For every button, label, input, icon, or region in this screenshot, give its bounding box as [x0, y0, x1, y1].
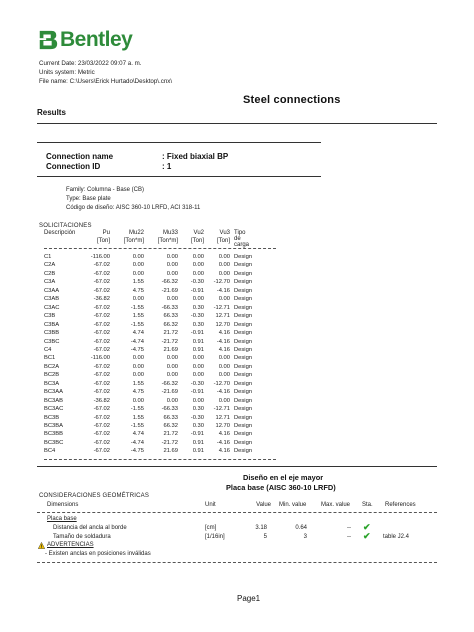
table-row [44, 305, 276, 313]
load-mu33: 0.00 [166, 355, 178, 362]
load-mu33: 0.00 [166, 363, 178, 370]
geo-header-unit: Unit [205, 502, 216, 508]
meta-file-value: C:\Users\Erick Hurtado\Desktop\.cnx\ [69, 78, 173, 85]
load-vu2: 0.00 [192, 254, 204, 260]
geo-row-max: -- [347, 525, 351, 531]
table-row [44, 364, 276, 372]
geo-header-references: References [385, 502, 416, 508]
load-pu: -67.02 [93, 414, 110, 421]
load-vu3: 4.16 [218, 431, 230, 438]
load-vu2: 0.00 [192, 296, 204, 303]
divider [37, 123, 437, 124]
load-type: Design [234, 296, 253, 303]
results-heading: Results [37, 108, 66, 117]
table-row [44, 406, 276, 414]
load-desc: BC1 [44, 355, 56, 362]
load-vu3: 0.00 [218, 254, 230, 260]
load-pu: -67.02 [93, 363, 110, 370]
load-type: Design [234, 346, 253, 353]
load-vu2: 0.00 [192, 270, 204, 277]
table-row [44, 423, 276, 431]
geo-row-min: 3 [303, 534, 307, 540]
load-desc: BC4 [44, 448, 56, 455]
connection-id-label: Connection ID [46, 162, 101, 171]
load-mu33: 0.00 [166, 397, 178, 404]
load-vu2: 0.00 [192, 262, 204, 269]
load-mu22: 0.00 [132, 254, 144, 260]
load-type: Design [234, 448, 253, 455]
divider [37, 176, 321, 177]
table-row [44, 288, 276, 296]
design-title-1: Diseño en el eje mayor [243, 473, 324, 482]
meta-file-label: File name: [39, 78, 68, 85]
load-vu2: -0.91 [190, 330, 204, 337]
load-mu33: -66.33 [161, 406, 178, 413]
divider [37, 466, 437, 467]
geo-row-dimension: Distancia del ancla al borde [53, 525, 127, 531]
geo-header-max: Max. value [321, 502, 351, 508]
header-vu3: Vu3 [219, 230, 230, 236]
load-mu33: 21.69 [163, 346, 178, 353]
load-mu22: 0.00 [132, 372, 144, 379]
load-desc: BC3BC [44, 439, 64, 446]
load-desc: C3BC [44, 338, 60, 345]
load-vu3: 0.00 [218, 363, 230, 370]
load-mu22: 1.55 [132, 380, 144, 387]
load-mu22: 4.74 [132, 431, 144, 438]
meta-units-label: Units system: [39, 69, 77, 76]
header-pu: Pu [102, 230, 110, 236]
load-vu3: -12.70 [213, 380, 230, 387]
load-vu3: 12.70 [215, 321, 230, 328]
geo-row-unit: [cm] [205, 525, 217, 531]
load-desc: BC3B [44, 414, 60, 421]
load-mu22: -4.75 [130, 448, 144, 455]
load-type: Design [234, 380, 253, 387]
load-mu22: -4.74 [130, 338, 144, 345]
table-row [44, 398, 276, 406]
load-vu2: 0.91 [192, 338, 204, 345]
load-type: Design [234, 406, 253, 413]
connection-name-label: Connection name [46, 152, 114, 161]
header-descripcion: Descripción [44, 230, 76, 236]
load-vu3: 12.71 [215, 414, 230, 421]
geo-header-min: Min. value [279, 502, 307, 508]
load-vu3: 0.00 [218, 270, 230, 277]
geo-header-value: Value [256, 502, 271, 508]
load-mu22: -1.55 [130, 423, 144, 429]
load-mu22: 0.00 [132, 397, 144, 404]
load-vu2: -0.91 [190, 389, 204, 396]
load-pu: -67.02 [93, 321, 110, 328]
load-pu: -116.00 [90, 254, 110, 260]
load-vu3: -4.16 [216, 287, 230, 294]
load-vu3: 4.16 [218, 346, 230, 353]
load-mu22: 0.00 [132, 270, 144, 277]
load-mu22: 4.75 [132, 287, 144, 294]
load-type: Design [234, 330, 253, 337]
type-text: Type: Base plate [66, 196, 111, 202]
load-vu3: 0.00 [218, 262, 230, 269]
load-pu: -67.02 [93, 423, 110, 429]
geo-row-max: -- [347, 534, 351, 540]
connection-id-value: : 1 [162, 162, 172, 171]
load-mu33: -21.69 [161, 287, 178, 294]
meta-date-label: Current Date: [39, 60, 77, 67]
header-mu33: Mu33 [162, 230, 178, 236]
table-row [44, 448, 276, 456]
load-type: Design [234, 363, 253, 370]
load-vu2: 0.91 [192, 448, 204, 455]
load-vu2: 0.30 [192, 321, 204, 328]
table-row [44, 330, 276, 338]
load-desc: C3AC [44, 304, 60, 311]
check-icon: ✔ [363, 522, 371, 532]
load-mu33: 66.33 [163, 313, 178, 320]
load-mu22: 0.00 [132, 262, 144, 269]
load-desc: BC3AC [44, 406, 64, 413]
code-text: Código de diseño: AISC 360-10 LRFD, ACI 318-11 [66, 205, 201, 211]
load-pu: -36.82 [93, 296, 110, 303]
unit-mu33: [Ton*m] [157, 238, 178, 244]
load-vu3: 0.00 [218, 372, 230, 379]
warning-text: - Existen anclas en posiciones inválidas [45, 551, 151, 557]
load-mu33: -21.72 [161, 338, 178, 345]
page-number: Page1 [237, 594, 261, 603]
table-row [44, 372, 276, 380]
load-mu33: 21.72 [163, 330, 178, 337]
load-type: Design [234, 423, 253, 429]
load-mu33: -21.72 [161, 439, 178, 446]
load-pu: -67.02 [93, 338, 110, 345]
load-mu33: -66.33 [161, 304, 178, 311]
load-type: Design [234, 262, 253, 269]
load-mu33: -66.32 [161, 380, 178, 387]
load-desc: C3AA [44, 287, 60, 294]
load-type: Design [234, 287, 253, 294]
load-type: Design [234, 355, 253, 362]
geo-row-min: 0.64 [295, 525, 307, 531]
table-row [44, 279, 276, 287]
geo-row-unit: [1/16in] [205, 534, 225, 540]
geo-row [37, 522, 437, 534]
geo-row-value: 3.18 [255, 525, 267, 531]
load-mu33: 0.00 [166, 372, 178, 379]
load-mu22: 0.00 [132, 363, 144, 370]
connection-name-value: : Fixed biaxial BP [162, 152, 229, 161]
table-row [44, 440, 276, 448]
meta-date [39, 60, 142, 67]
report-title: Steel connections [243, 94, 341, 106]
load-pu: -67.02 [93, 279, 110, 286]
table-row [44, 347, 276, 355]
table-row [44, 389, 276, 397]
load-vu2: -0.91 [190, 431, 204, 438]
load-desc: C3AB [44, 296, 60, 303]
load-vu2: 0.00 [192, 372, 204, 379]
load-vu2: 0.30 [192, 406, 204, 413]
load-vu3: -4.16 [216, 338, 230, 345]
table-row [44, 355, 276, 363]
geo-header-status: Sta. [362, 502, 373, 508]
load-mu22: 4.74 [132, 330, 144, 337]
load-desc: C4 [44, 346, 52, 353]
table-row [44, 322, 276, 330]
divider [37, 562, 437, 563]
geometric-header [37, 502, 437, 511]
load-type: Design [234, 313, 253, 320]
load-pu: -67.02 [93, 304, 110, 311]
load-type: Design [234, 279, 253, 286]
table-row [44, 339, 276, 347]
load-pu: -67.02 [93, 287, 110, 294]
load-pu: -67.02 [93, 262, 110, 269]
check-icon: ✔ [363, 531, 371, 541]
geo-row-reference: table J2.4 [383, 534, 410, 540]
table-row [44, 313, 276, 321]
load-type: Design [234, 270, 253, 277]
load-mu22: 1.55 [132, 279, 144, 286]
load-mu22: 1.55 [132, 414, 144, 421]
load-mu33: 0.00 [166, 254, 178, 260]
load-vu3: 12.71 [215, 313, 230, 320]
geo-row-value: 5 [263, 534, 267, 540]
load-pu: -116.00 [90, 355, 110, 362]
load-mu22: -1.55 [130, 321, 144, 328]
divider [37, 142, 321, 143]
load-vu3: -12.70 [213, 279, 230, 286]
load-pu: -36.82 [93, 397, 110, 404]
load-desc: C3A [44, 279, 56, 286]
load-mu33: -21.69 [161, 389, 178, 396]
table-row [44, 381, 276, 389]
brand-name: Bentley [60, 28, 133, 51]
load-desc: C2B [44, 270, 56, 277]
meta-units-value: Metric [77, 69, 95, 76]
load-mu22: 4.75 [132, 389, 144, 396]
table-row [44, 415, 276, 423]
load-vu2: 0.91 [192, 346, 204, 353]
load-type: Design [234, 372, 253, 379]
load-desc: BC3A [44, 380, 60, 387]
geo-row [37, 531, 437, 543]
loads-header [44, 230, 249, 248]
bentley-logo-icon [37, 28, 59, 52]
load-type: Design [234, 304, 253, 311]
divider [44, 248, 276, 249]
load-vu2: -0.91 [190, 287, 204, 294]
load-mu33: 0.00 [166, 262, 178, 269]
load-type: Design [234, 397, 253, 404]
load-vu3: 0.00 [218, 355, 230, 362]
load-mu22: -4.75 [130, 346, 144, 353]
divider [37, 512, 437, 513]
load-desc: C3BA [44, 321, 60, 328]
load-type: Design [234, 321, 253, 328]
load-vu2: -0.30 [190, 414, 204, 421]
load-mu22: 0.00 [132, 296, 144, 303]
load-pu: -67.02 [93, 448, 110, 455]
load-desc: BC2B [44, 372, 60, 379]
header-mu22: Mu22 [128, 230, 144, 236]
load-mu33: 21.72 [163, 431, 178, 438]
load-mu22: 1.55 [132, 313, 144, 320]
load-vu3: -4.16 [216, 439, 230, 446]
load-vu2: 0.00 [192, 355, 204, 362]
unit-vu3: [Ton] [216, 238, 230, 244]
load-vu3: -12.71 [213, 406, 230, 413]
load-vu2: 0.91 [192, 439, 204, 446]
warning-icon [38, 542, 45, 549]
connection-id-row [46, 162, 326, 171]
load-vu2: -0.30 [190, 380, 204, 387]
load-desc: C3B [44, 313, 56, 320]
load-desc: BC3BA [44, 423, 64, 429]
load-mu22: -4.74 [130, 439, 144, 446]
meta-date-value: 23/03/2022 09:07 a. m. [77, 60, 142, 67]
table-row [44, 262, 276, 270]
load-pu: -67.02 [93, 372, 110, 379]
geo-row-dimension: Tamaño de soldadura [53, 534, 111, 540]
load-desc: BC3BB [44, 431, 64, 438]
unit-vu2: [Ton] [190, 238, 204, 244]
family-text: Family: Columna - Base (CB) [66, 187, 145, 193]
load-vu2: -0.30 [190, 313, 204, 320]
load-mu33: 0.00 [166, 270, 178, 277]
load-desc: BC3AA [44, 389, 64, 396]
load-pu: -67.02 [93, 346, 110, 353]
load-pu: -67.02 [93, 439, 110, 446]
load-pu: -67.02 [93, 270, 110, 277]
table-row [44, 431, 276, 439]
load-mu22: 0.00 [132, 355, 144, 362]
load-vu2: 0.00 [192, 363, 204, 370]
load-pu: -67.02 [93, 431, 110, 438]
load-type: Design [234, 439, 253, 446]
table-row [44, 271, 276, 279]
load-vu3: -12.71 [213, 304, 230, 311]
load-pu: -67.02 [93, 389, 110, 396]
load-mu22: -1.55 [130, 406, 144, 413]
load-pu: -67.02 [93, 380, 110, 387]
warnings-label: ADVERTENCIAS [47, 542, 94, 548]
load-vu2: 0.00 [192, 397, 204, 404]
load-mu33: 21.69 [163, 448, 178, 455]
geometric-title: CONSIDERACIONES GEOMÉTRICAS [39, 493, 150, 499]
connection-name-row [46, 152, 326, 161]
load-desc: BC2A [44, 363, 60, 370]
unit-mu22: [Ton*m] [123, 238, 144, 244]
load-vu3: -4.16 [216, 389, 230, 396]
load-type: Design [234, 389, 253, 396]
meta-file [39, 78, 172, 85]
load-type: Design [234, 254, 253, 260]
load-desc: BC3AB [44, 397, 64, 404]
load-vu2: 0.30 [192, 304, 204, 311]
load-mu33: 0.00 [166, 296, 178, 303]
load-mu33: 66.32 [163, 321, 178, 328]
load-pu: -67.02 [93, 406, 110, 413]
load-mu33: 66.33 [163, 414, 178, 421]
load-vu3: 4.16 [218, 448, 230, 455]
divider [44, 459, 276, 460]
table-row [44, 254, 276, 262]
load-vu3: 4.16 [218, 330, 230, 337]
load-desc: C2A [44, 262, 56, 269]
header-tipo: Tipo de carga [234, 230, 250, 248]
solicitaciones-title: SOLICITACIONES [39, 223, 92, 229]
load-mu33: 66.32 [163, 423, 178, 429]
load-type: Design [234, 431, 253, 438]
load-pu: -67.02 [93, 330, 110, 337]
load-vu2: 0.30 [192, 423, 204, 429]
load-vu2: -0.30 [190, 279, 204, 286]
load-type: Design [234, 414, 253, 421]
header-vu2: Vu2 [193, 230, 204, 236]
geo-group-label: Placa base [47, 516, 77, 522]
load-vu3: 12.70 [215, 423, 230, 429]
load-type: Design [234, 338, 253, 345]
table-row [44, 296, 276, 304]
design-title-2: Placa base (AISC 360-10 LRFD) [226, 483, 336, 492]
load-vu3: 0.00 [218, 397, 230, 404]
meta-units [39, 69, 95, 76]
load-mu22: -1.55 [130, 304, 144, 311]
geo-header-dimensions: Dimensions [47, 502, 79, 508]
load-desc: C3BB [44, 330, 60, 337]
load-pu: -67.02 [93, 313, 110, 320]
load-mu33: -66.32 [161, 279, 178, 286]
load-desc: C1 [44, 254, 52, 260]
unit-pu: [Ton] [96, 238, 110, 244]
load-vu3: 0.00 [218, 296, 230, 303]
